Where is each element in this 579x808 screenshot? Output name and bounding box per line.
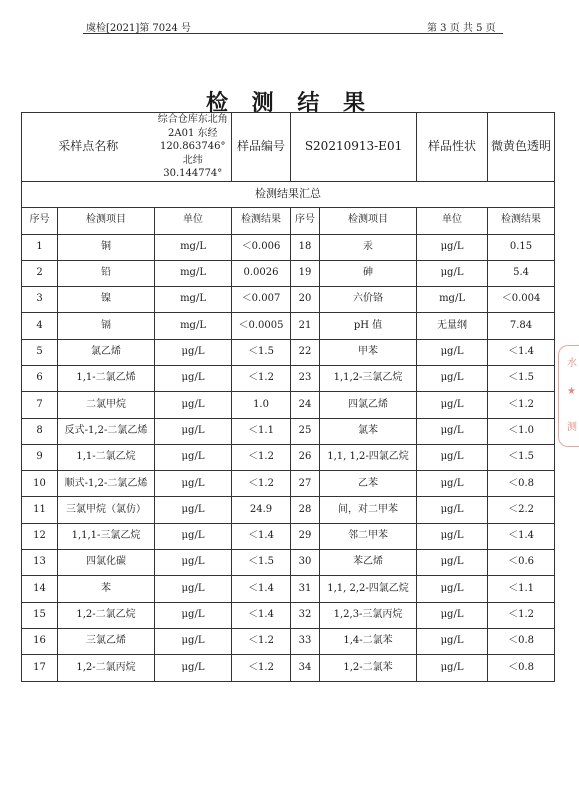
sample-site-line1: 综合仓库东北角 bbox=[157, 114, 228, 125]
result-right: ＜1.2 bbox=[488, 392, 555, 418]
item-right: 1,1, 1,2-四氯乙烷 bbox=[320, 444, 417, 470]
seq-left: 11 bbox=[22, 497, 58, 523]
unit-left: μg/L bbox=[155, 576, 232, 602]
result-left: ＜1.2 bbox=[232, 655, 291, 681]
seq-right: 23 bbox=[291, 365, 320, 391]
result-right: ＜1.0 bbox=[488, 418, 555, 444]
result-right: ＜1.4 bbox=[488, 339, 555, 365]
seq-left: 14 bbox=[22, 576, 58, 602]
seq-right: 18 bbox=[291, 234, 320, 260]
item-left: 顺式-1,2-二氯乙烯 bbox=[58, 471, 155, 497]
result-left: ＜1.1 bbox=[232, 418, 291, 444]
sample-prop-value: 微黄色透明 bbox=[488, 113, 555, 182]
table-row bbox=[22, 550, 555, 576]
seq-right: 28 bbox=[291, 497, 320, 523]
unit-left: μg/L bbox=[155, 339, 232, 365]
seq-right: 32 bbox=[291, 602, 320, 628]
unit-left: μg/L bbox=[155, 602, 232, 628]
item-right: 邻二甲苯 bbox=[320, 523, 417, 549]
unit-right: μg/L bbox=[417, 365, 488, 391]
item-left: 三氯乙烯 bbox=[58, 628, 155, 654]
col-result-2: 检测结果 bbox=[488, 207, 555, 234]
unit-left: μg/L bbox=[155, 550, 232, 576]
item-left: 三氯甲烷（氯仿） bbox=[58, 497, 155, 523]
col-unit-1: 单位 bbox=[155, 207, 232, 234]
table-row bbox=[22, 339, 555, 365]
unit-right: μg/L bbox=[417, 523, 488, 549]
unit-left: μg/L bbox=[155, 497, 232, 523]
unit-right: mg/L bbox=[417, 287, 488, 313]
unit-left: μg/L bbox=[155, 523, 232, 549]
result-left: ＜1.2 bbox=[232, 471, 291, 497]
seq-left: 6 bbox=[22, 365, 58, 391]
seq-left: 3 bbox=[22, 287, 58, 313]
seq-left: 16 bbox=[22, 628, 58, 654]
table-row bbox=[22, 576, 555, 602]
item-left: 铜 bbox=[58, 234, 155, 260]
item-left: 二氯甲烷 bbox=[58, 392, 155, 418]
result-right: ＜0.004 bbox=[488, 287, 555, 313]
seq-left: 9 bbox=[22, 444, 58, 470]
seq-left: 8 bbox=[22, 418, 58, 444]
result-left: ＜1.5 bbox=[232, 550, 291, 576]
table-row bbox=[22, 523, 555, 549]
table-row bbox=[22, 287, 555, 313]
sample-site-line3: 北纬 30.144774° bbox=[163, 154, 223, 179]
seq-left: 17 bbox=[22, 655, 58, 681]
result-left: 1.0 bbox=[232, 392, 291, 418]
header-divider bbox=[83, 33, 503, 34]
unit-right: μg/L bbox=[417, 471, 488, 497]
item-left: 铅 bbox=[58, 260, 155, 286]
table-row bbox=[22, 234, 555, 260]
item-right: 1,2,3-三氯丙烷 bbox=[320, 602, 417, 628]
col-seq-2: 序号 bbox=[291, 207, 320, 234]
result-right: ＜1.5 bbox=[488, 444, 555, 470]
seq-left: 13 bbox=[22, 550, 58, 576]
result-right: ＜0.8 bbox=[488, 655, 555, 681]
item-right: 四氯乙烯 bbox=[320, 392, 417, 418]
seq-right: 22 bbox=[291, 339, 320, 365]
seq-right: 24 bbox=[291, 392, 320, 418]
item-right: 1,1, 2,2-四氯乙烷 bbox=[320, 576, 417, 602]
seq-right: 30 bbox=[291, 550, 320, 576]
item-left: 反式-1,2-二氯乙烯 bbox=[58, 418, 155, 444]
seq-right: 21 bbox=[291, 313, 320, 339]
item-left: 1,1-二氯乙烷 bbox=[58, 444, 155, 470]
item-left: 氯乙烯 bbox=[58, 339, 155, 365]
unit-right: μg/L bbox=[417, 260, 488, 286]
result-right: ＜2.2 bbox=[488, 497, 555, 523]
unit-right: μg/L bbox=[417, 234, 488, 260]
official-seal: 水 ★ 测 bbox=[558, 345, 579, 447]
page-title: 检 测 结 果 bbox=[206, 91, 373, 116]
unit-right: μg/L bbox=[417, 576, 488, 602]
result-right: 0.15 bbox=[488, 234, 555, 260]
seq-right: 25 bbox=[291, 418, 320, 444]
item-left: 苯 bbox=[58, 576, 155, 602]
result-right: 7.84 bbox=[488, 313, 555, 339]
table-row bbox=[22, 471, 555, 497]
item-left: 镉 bbox=[58, 313, 155, 339]
unit-left: μg/L bbox=[155, 655, 232, 681]
unit-left: μg/L bbox=[155, 444, 232, 470]
unit-left: μg/L bbox=[155, 471, 232, 497]
sample-no-value: S20210913-E01 bbox=[291, 113, 417, 182]
result-right: ＜1.1 bbox=[488, 576, 555, 602]
table-row bbox=[22, 655, 555, 681]
item-right: 砷 bbox=[320, 260, 417, 286]
seq-left: 1 bbox=[22, 234, 58, 260]
sample-site-line2: 2A01 东经 120.863746° bbox=[160, 127, 226, 152]
result-right: ＜0.6 bbox=[488, 550, 555, 576]
item-right: 乙苯 bbox=[320, 471, 417, 497]
result-right: ＜1.5 bbox=[488, 365, 555, 391]
table-row bbox=[22, 313, 555, 339]
item-right: 1,4-二氯苯 bbox=[320, 628, 417, 654]
table-row bbox=[22, 602, 555, 628]
result-right: 5.4 bbox=[488, 260, 555, 286]
unit-right: 无量纲 bbox=[417, 313, 488, 339]
col-item-2: 检测项目 bbox=[320, 207, 417, 234]
item-right: 苯乙烯 bbox=[320, 550, 417, 576]
unit-right: μg/L bbox=[417, 339, 488, 365]
result-right: ＜0.8 bbox=[488, 628, 555, 654]
result-left: ＜1.2 bbox=[232, 444, 291, 470]
seq-right: 33 bbox=[291, 628, 320, 654]
seq-right: 26 bbox=[291, 444, 320, 470]
unit-right: μg/L bbox=[417, 628, 488, 654]
unit-right: μg/L bbox=[417, 418, 488, 444]
sample-prop-label: 样品性状 bbox=[417, 113, 488, 182]
item-right: 1,2-二氯苯 bbox=[320, 655, 417, 681]
seq-right: 31 bbox=[291, 576, 320, 602]
col-unit-2: 单位 bbox=[417, 207, 488, 234]
table-row bbox=[22, 497, 555, 523]
table-row bbox=[22, 392, 555, 418]
result-left: ＜0.0005 bbox=[232, 313, 291, 339]
item-left: 1,1-二氯乙烯 bbox=[58, 365, 155, 391]
unit-left: mg/L bbox=[155, 313, 232, 339]
summary-title-row bbox=[22, 181, 555, 207]
unit-left: μg/L bbox=[155, 418, 232, 444]
report-number: 虞检[2021]第 7024 号 bbox=[86, 23, 192, 34]
seq-left: 4 bbox=[22, 313, 58, 339]
results-table bbox=[21, 112, 555, 682]
result-right: ＜1.4 bbox=[488, 523, 555, 549]
result-left: ＜1.2 bbox=[232, 628, 291, 654]
unit-right: μg/L bbox=[417, 444, 488, 470]
item-right: 甲苯 bbox=[320, 339, 417, 365]
seq-left: 12 bbox=[22, 523, 58, 549]
result-left: 24.9 bbox=[232, 497, 291, 523]
seq-left: 10 bbox=[22, 471, 58, 497]
unit-left: mg/L bbox=[155, 287, 232, 313]
result-left: ＜0.006 bbox=[232, 234, 291, 260]
item-left: 1,1,1-三氯乙烷 bbox=[58, 523, 155, 549]
sample-no-label: 样品编号 bbox=[232, 113, 291, 182]
unit-left: mg/L bbox=[155, 260, 232, 286]
column-header-row bbox=[22, 207, 555, 234]
result-left: ＜1.4 bbox=[232, 576, 291, 602]
result-left: ＜1.4 bbox=[232, 602, 291, 628]
table-row bbox=[22, 628, 555, 654]
unit-right: μg/L bbox=[417, 392, 488, 418]
item-left: 四氯化碳 bbox=[58, 550, 155, 576]
unit-left: μg/L bbox=[155, 628, 232, 654]
unit-left: μg/L bbox=[155, 392, 232, 418]
result-left: ＜1.2 bbox=[232, 365, 291, 391]
sample-info-row bbox=[22, 113, 555, 182]
item-left: 镍 bbox=[58, 287, 155, 313]
summary-title: 检测结果汇总 bbox=[22, 181, 555, 207]
col-seq-1: 序号 bbox=[22, 207, 58, 234]
result-left: 0.0026 bbox=[232, 260, 291, 286]
item-right: 间，对二甲苯 bbox=[320, 497, 417, 523]
item-right: 汞 bbox=[320, 234, 417, 260]
table-row bbox=[22, 444, 555, 470]
seq-left: 5 bbox=[22, 339, 58, 365]
item-right: 氯苯 bbox=[320, 418, 417, 444]
table-row bbox=[22, 418, 555, 444]
seq-left: 7 bbox=[22, 392, 58, 418]
sample-site-value bbox=[155, 113, 232, 182]
item-right: pH 值 bbox=[320, 313, 417, 339]
table-row bbox=[22, 260, 555, 286]
result-left: ＜0.007 bbox=[232, 287, 291, 313]
results-body bbox=[22, 234, 555, 681]
unit-left: μg/L bbox=[155, 365, 232, 391]
unit-right: μg/L bbox=[417, 655, 488, 681]
seq-right: 34 bbox=[291, 655, 320, 681]
result-left: ＜1.5 bbox=[232, 339, 291, 365]
page-number: 第 3 页 共 5 页 bbox=[427, 23, 496, 34]
seq-left: 2 bbox=[22, 260, 58, 286]
item-right: 1,1,2-三氯乙烷 bbox=[320, 365, 417, 391]
result-left: ＜1.4 bbox=[232, 523, 291, 549]
result-right: ＜1.2 bbox=[488, 602, 555, 628]
seq-left: 15 bbox=[22, 602, 58, 628]
table-row bbox=[22, 365, 555, 391]
seq-right: 27 bbox=[291, 471, 320, 497]
item-left: 1,2-二氯乙烷 bbox=[58, 602, 155, 628]
seq-right: 29 bbox=[291, 523, 320, 549]
item-right: 六价铬 bbox=[320, 287, 417, 313]
col-result-1: 检测结果 bbox=[232, 207, 291, 234]
col-item-1: 检测项目 bbox=[58, 207, 155, 234]
sample-site-label: 采样点名称 bbox=[22, 113, 155, 182]
unit-right: μg/L bbox=[417, 602, 488, 628]
seq-right: 19 bbox=[291, 260, 320, 286]
unit-left: mg/L bbox=[155, 234, 232, 260]
unit-right: μg/L bbox=[417, 497, 488, 523]
unit-right: μg/L bbox=[417, 550, 488, 576]
seq-right: 20 bbox=[291, 287, 320, 313]
result-right: ＜0.8 bbox=[488, 471, 555, 497]
item-left: 1,2-二氯丙烷 bbox=[58, 655, 155, 681]
